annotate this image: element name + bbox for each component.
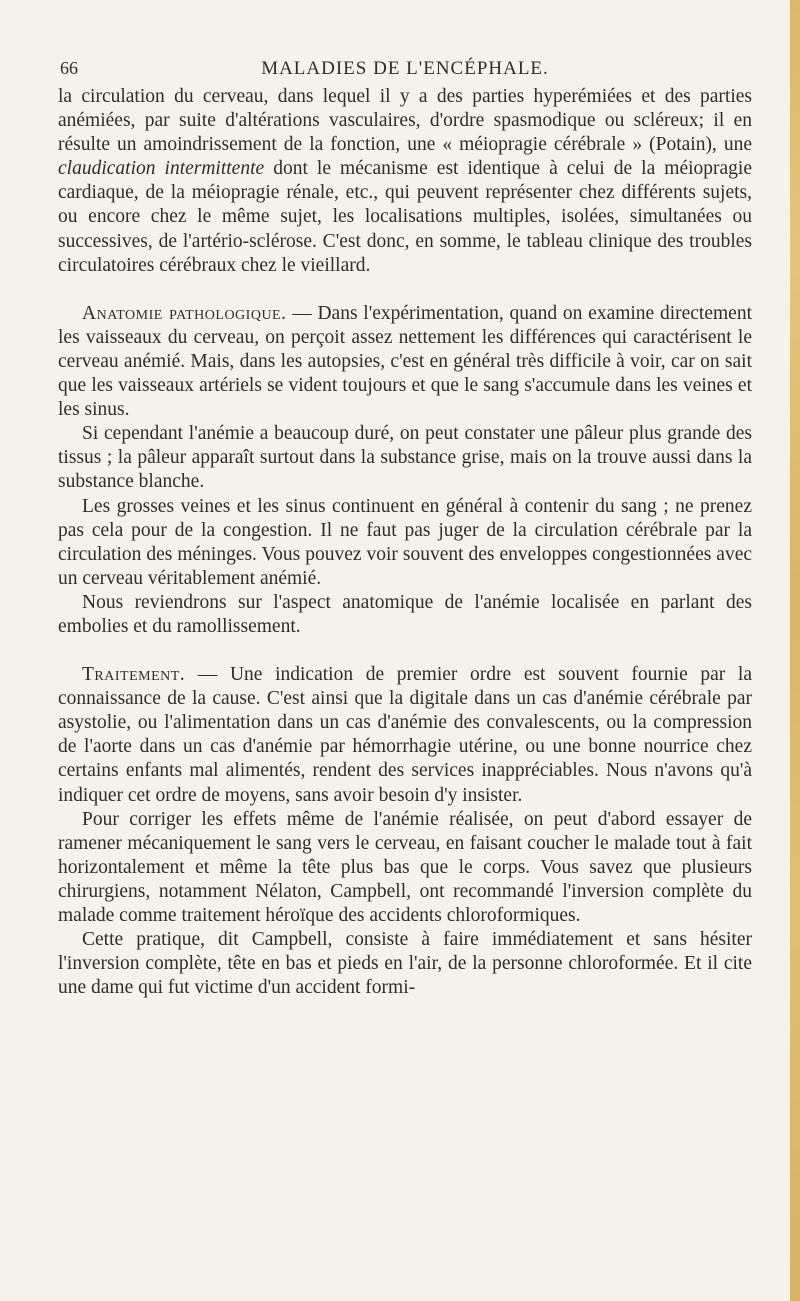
body-text <box>58 85 752 1000</box>
paragraph-5: Nous reviendrons sur l'aspect anatomique de l'anémie localisée en parlant des embolies et du ramollissement. <box>58 591 752 637</box>
paragraph-7: Pour corriger les effets même de l'anémie réalisée, on peut d'abord essayer de ramener mécaniquement le sang vers le cerveau, en faisant coucher le malade tout à fait horizontalement et même la tête plus bas que le corps. Vous savez que plusieurs chirurgiens, notamment Nélaton, Campbell, ont recommandé l'inversion complète du malade comme traitement héroïque des accidents chloroformiques. <box>58 808 752 926</box>
paragraph-anatomie: Anatomie pathologique. — Dans l'expérimentation, quand on examine directement les vaisseaux du cerveau, on perçoit assez nettement les différences qui caractérisent le cerveau anémié. Mais, dans les autopsies, c'est en général très difficile à voir, car on sait que les vaisseaux artériels se vident toujours et que le sang s'accumule dans les veines et les sinus. <box>58 302 752 421</box>
section-heading-traitement: Traitement. <box>82 664 186 686</box>
page-header <box>60 58 750 86</box>
page-edge-strip <box>790 0 800 1301</box>
paragraph-1: la circulation du cerveau, dans lequel il y a des parties hyperémiées et des parties anémiées, par suite d'altérations vasculaires, d'ordre spasmodique ou scléreux; il en résulte un amoindrissement de la fonction, une « méiopragie cérébrale » (Potain), une claudication intermittente dont le mécanisme est identique à celui de la méiopragie cardiaque, de la méiopragie rénale, etc., qui peuvent représenter chez différents sujets, ou encore chez le même sujet, les localisations multiples, isolées, simultanées ou successives, de l'artério-sclérose. C'est donc, en somme, le tableau clinique des troubles circulatoires cérébraux chez le vieillard. <box>58 86 753 276</box>
running-title: MALADIES DE L'ENCÉPHALE. <box>261 58 549 79</box>
section-heading-anatomie: Anatomie pathologique. <box>82 302 287 324</box>
paragraph-traitement: Traitement. — Une indication de premier ordre est souvent fournie par la connaissance de la cause. C'est ainsi que la digitale dans un cas d'anémie cérébrale par asystolie, ou l'alimentation dans un cas d'anémie des convalescents, ou la compression de l'aorte dans un cas d'anémie par hémorrhagie utérine, ou une bonne nourrice chez certains enfants mal alimentés, rendent des services inappréciables. Nous n'avons qu'à indiquer cet ordre de moyens, sans avoir besoin d'y insister. <box>58 664 752 806</box>
paragraph-4: Les grosses veines et les sinus continuent en général à contenir du sang ; ne prenez pas cela pour de la congestion. Il ne faut pas juger de la circulation cérébrale par la circulation des méninges. Vous pouvez voir souvent des enveloppes congestionnées avec un cerveau véritablement anémié. <box>58 495 752 589</box>
italic-term: claudication intermittente <box>58 158 265 180</box>
paragraph-8: Cette pratique, dit Campbell, consiste à faire immédiatement et sans hésiter l'inversion complète, tête en bas et pieds en l'air, de la personne chloroformée. Et il cite une dame qui fut victime d'un accident formi- <box>58 929 752 999</box>
page-number: 66 <box>60 58 78 78</box>
paragraph-3: Si cependant l'anémie a beaucoup duré, on peut constater une pâleur plus grande des tissus ; la pâleur apparaît surtout dans la substance grise, mais on la trouve aussi dans la substance blanche. <box>58 423 752 493</box>
